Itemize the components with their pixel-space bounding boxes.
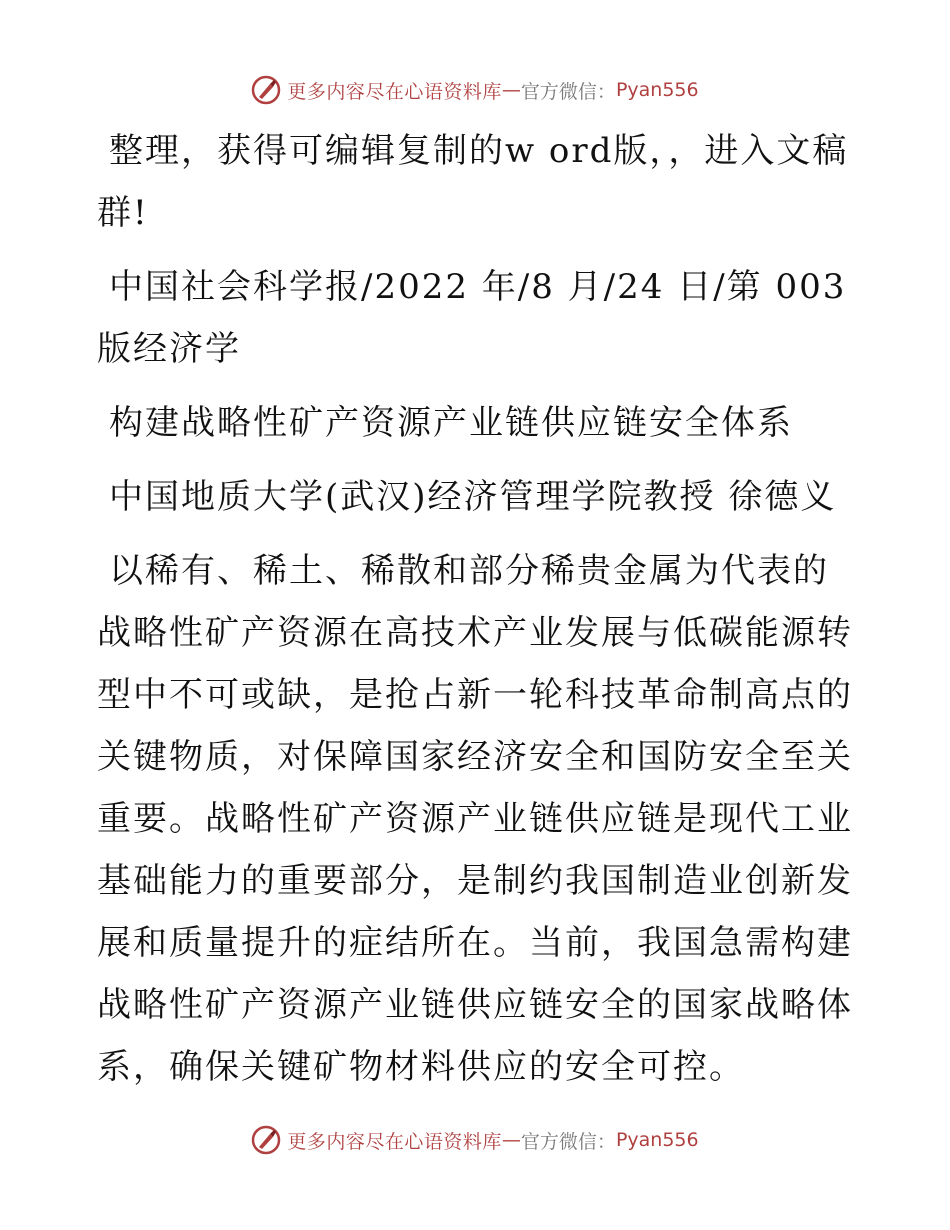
intro-paragraph: 整理，获得可编辑复制的w ord版，，进入文稿群! xyxy=(97,131,849,233)
header-watermark xyxy=(0,70,950,110)
author-line: 中国地质大学(武汉)经济管理学院教授 徐德义 xyxy=(109,477,837,517)
watermark-dash: — xyxy=(501,1129,521,1151)
watermark-text: 更多内容尽在心语资料库 xyxy=(287,1130,502,1153)
watermark-text: 更多内容尽在心语资料库 xyxy=(287,80,502,103)
document-body xyxy=(97,120,857,1110)
pen-logo-icon xyxy=(251,1125,281,1155)
watermark-official-label: 官方微信： xyxy=(520,80,616,103)
footer-watermark xyxy=(0,1120,950,1160)
pen-logo-icon xyxy=(251,75,281,105)
watermark-wechat-id: Pyan556 xyxy=(615,79,699,101)
source-line: 中国社会科学报/2022 年/8 月/24 日/第 003 版经济学 xyxy=(97,267,847,369)
watermark-wechat-id: Pyan556 xyxy=(615,1129,699,1151)
watermark-official-label: 官方微信： xyxy=(520,1130,616,1153)
article-title: 构建战略性矿产资源产业链供应链安全体系 xyxy=(109,403,793,443)
body-paragraph: 以稀有、稀土、稀散和部分稀贵金属为代表的战略性矿产资源在高技术产业发展与低碳能源转型中不可或缺，是抢占新一轮科技革命制高点的关键物质，对保障国家经济安全和国防安全至关重要。战略性矿产资源产业链供应链是现代工业基础能力的重要部分，是制约我国制造业创新发展和质量提升的症结所在。当前，我国急需构建战略性矿产资源产业链供应链安全的国家战略体系，确保关键矿物材料供应的安全可控。 xyxy=(97,551,853,1087)
watermark-dash: — xyxy=(501,79,521,101)
